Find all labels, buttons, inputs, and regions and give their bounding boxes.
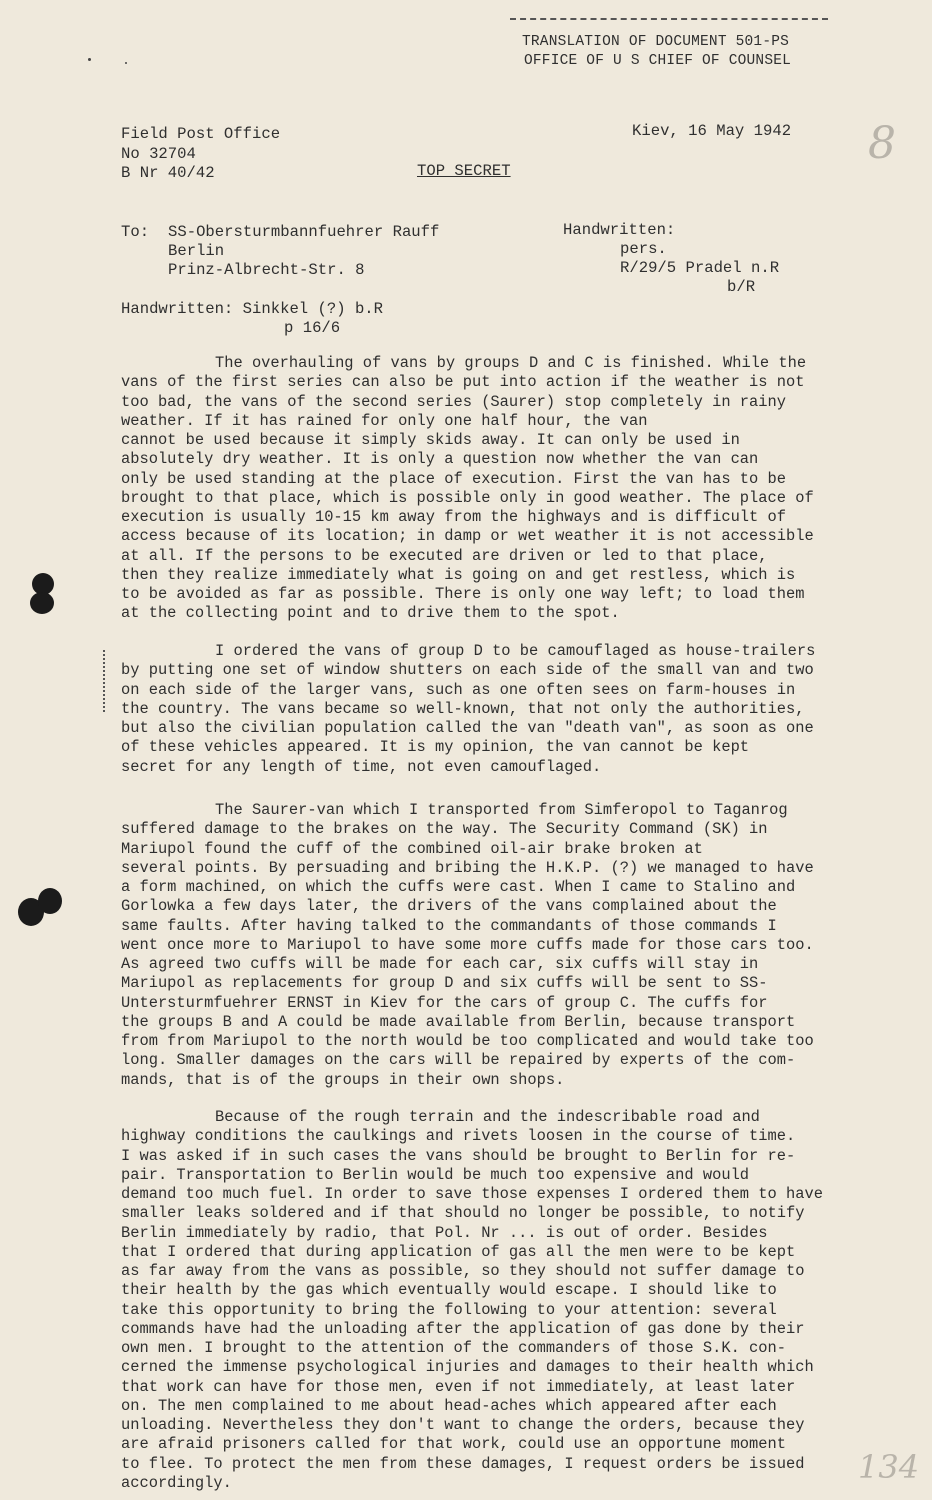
text-line: then they realize immediately what is going on and get restless, which is: [121, 565, 796, 584]
handwritten-left-line-1: Handwritten: Sinkkel (?) b.R: [121, 300, 384, 318]
text-line: own men. I brought to the attention of the commanders of those S.K. con-: [121, 1339, 786, 1357]
speck-mark: [125, 62, 127, 64]
sender-line-3: B Nr 40/42: [121, 164, 215, 182]
header-line-1: TRANSLATION OF DOCUMENT 501-PS: [522, 34, 790, 50]
text-line: secret for any length of time, not even camouflaged.: [121, 757, 602, 776]
handwritten-right-line-4: b/R: [727, 278, 756, 296]
paragraph-4: [121, 1108, 881, 1493]
text-line: Berlin immediately by radio, that Pol. Nr ... is out of order. Besides: [121, 1223, 768, 1242]
paragraph-2: [121, 642, 881, 777]
text-line: I ordered the vans of group D to be camouflaged as house-trailers: [215, 642, 816, 660]
header-line-2: OFFICE OF U S CHIEF OF COUNSEL: [524, 53, 792, 69]
text-line: commands have had the unloading after the application of gas done by their: [121, 1319, 805, 1338]
paragraph-1: [121, 354, 881, 624]
speck-mark: [88, 58, 91, 61]
text-line: but also the civilian population called the van "death van", as soon as one: [121, 719, 814, 737]
text-line: Untersturmfuehrer ERNST in Kiev for the cars of group C. The cuffs for: [121, 993, 768, 1012]
sender-line-2: No 32704: [121, 145, 196, 163]
pencil-mark-page-number: 134: [858, 1448, 920, 1486]
text-line: execution is usually 10-15 km away from the highways and is difficult of: [121, 508, 786, 526]
text-line: same faults. After having talked to the commandants of those commands I: [121, 916, 777, 935]
text-line: Gorlowka a few days later, the drivers of the vans complained about the: [121, 897, 777, 916]
text-line: Mariupol found the cuff of the combined oil-air brake broken at: [121, 839, 703, 858]
text-line: suffered damage to the brakes on the way. The Security Command (SK) in: [121, 820, 768, 839]
translation-header: [510, 18, 828, 76]
to-label: To:: [121, 223, 150, 241]
text-line: accordingly.: [121, 1473, 232, 1492]
text-line: The Saurer-van which I transported from Simferopol to Taganrog: [215, 801, 788, 819]
text-line: Mariupol as replacements for group D and six cuffs will be sent to SS-: [121, 974, 768, 993]
text-line: the country. The vans became so well-known, that not only the authorities,: [121, 699, 805, 718]
text-line: long. Smaller damages on the cars will be repaired by experts of the com-: [121, 1051, 796, 1070]
text-line: The overhauling of vans by groups D and C is finished. While the: [215, 354, 807, 372]
text-line: are afraid prisoners called for that work, could use an opportune moment: [121, 1435, 786, 1454]
text-line: unloading. Nevertheless they don't want to change the orders, because they: [121, 1416, 805, 1434]
text-line: cerned the immense psychological injuries and damages to their health which: [121, 1358, 814, 1377]
text-line: that work can have for those men, even if not immediately, at least later: [121, 1377, 796, 1396]
text-line: that I ordered that during application of gas all the men were to be kept: [121, 1242, 796, 1261]
text-line: access because of its location; in damp or wet weather it is not accessible: [121, 527, 814, 546]
text-line: a form machined, on which the cuffs were cast. When I came to Stalino and: [121, 878, 796, 896]
text-line: the groups B and A could be made available from Berlin, because transport: [121, 1012, 796, 1031]
recipient-line-2: Berlin: [168, 242, 225, 260]
punch-hole-icon: [30, 592, 54, 614]
handwritten-right-line-2: pers.: [620, 240, 667, 258]
handwritten-left-line-2: p 16/6: [284, 319, 341, 337]
text-line: absolutely dry weather. It is only a question now whether the van can: [121, 450, 759, 469]
text-line: of these vehicles appeared. It is my opinion, the van cannot be kept: [121, 738, 750, 757]
margin-bracket: [103, 650, 109, 712]
text-line: too bad, the vans of the second series (Saurer) stop completely in rainy: [121, 392, 786, 411]
text-line: highway conditions the caulkings and rivets loosen in the course of time.: [121, 1127, 796, 1146]
text-line: on each side of the larger vans, such as one often sees on farm-houses in: [121, 680, 796, 699]
text-line: at the collecting point and to drive them to the spot.: [121, 604, 620, 623]
classification-stamp: TOP SECRET: [417, 162, 511, 180]
place-date: Kiev, 16 May 1942: [632, 122, 792, 140]
text-line: mands, that is of the groups in their own shops.: [121, 1070, 565, 1089]
text-line: to flee. To protect the men from these damages, I request orders be issued: [121, 1454, 805, 1473]
text-line: only be used standing at the place of execution. First the van has to be: [121, 469, 786, 488]
text-line: pair. Transportation to Berlin would be much too expensive and would: [121, 1165, 750, 1184]
punch-hole-icon: [38, 888, 62, 914]
text-line: brought to that place, which is possible only in good weather. The place of: [121, 488, 814, 507]
text-line: to be avoided as far as possible. There is only one way left; to load them: [121, 585, 805, 603]
text-line: their health by the gas which eventually would escape. I should like to: [121, 1281, 777, 1300]
text-line: from from Mariupol to the north would be too complicated and would take too: [121, 1032, 814, 1050]
text-line: by putting one set of window shutters on each side of the small van and two: [121, 661, 814, 680]
text-line: As agreed two cuffs will be made for each car, six cuffs will stay in: [121, 955, 759, 973]
text-line: went once more to Mariupol to have some more cuffs made for those cars too.: [121, 935, 814, 954]
paragraph-3: [121, 801, 881, 1090]
text-line: several points. By persuading and bribing the H.K.P. (?) we managed to have: [121, 858, 814, 877]
text-line: smaller leaks soldered and if that should no longer be possible, to notify: [121, 1204, 805, 1223]
pencil-mark-top: 8: [868, 118, 896, 169]
text-line: Because of the rough terrain and the indescribable road and: [215, 1108, 760, 1126]
handwritten-right-line-1: Handwritten:: [563, 221, 676, 239]
text-line: I was asked if in such cases the vans should be brought to Berlin for re-: [121, 1146, 796, 1165]
text-line: take this opportunity to bring the following to your attention: several: [121, 1300, 777, 1319]
text-line: at all. If the persons to be executed are driven or led to that place,: [121, 546, 768, 565]
recipient-line-3: Prinz-Albrecht-Str. 8: [168, 261, 365, 279]
text-line: as far away from the vans as possible, so they should not suffer damage to: [121, 1262, 805, 1280]
text-line: weather. If it has rained for only one half hour, the van: [121, 411, 648, 430]
handwritten-right-line-3: R/29/5 Pradel n.R: [620, 259, 780, 277]
text-line: vans of the first series can also be put into action if the weather is not: [121, 373, 805, 392]
text-line: on. The men complained to me about head-aches which appeared after each: [121, 1396, 777, 1415]
sender-line-1: Field Post Office: [121, 125, 281, 143]
text-line: cannot be used because it simply skids away. It can only be used in: [121, 431, 740, 449]
recipient-line-1: SS-Obersturmbannfuehrer Rauff: [168, 223, 440, 241]
text-line: demand too much fuel. In order to save those expenses I ordered them to have: [121, 1185, 823, 1203]
